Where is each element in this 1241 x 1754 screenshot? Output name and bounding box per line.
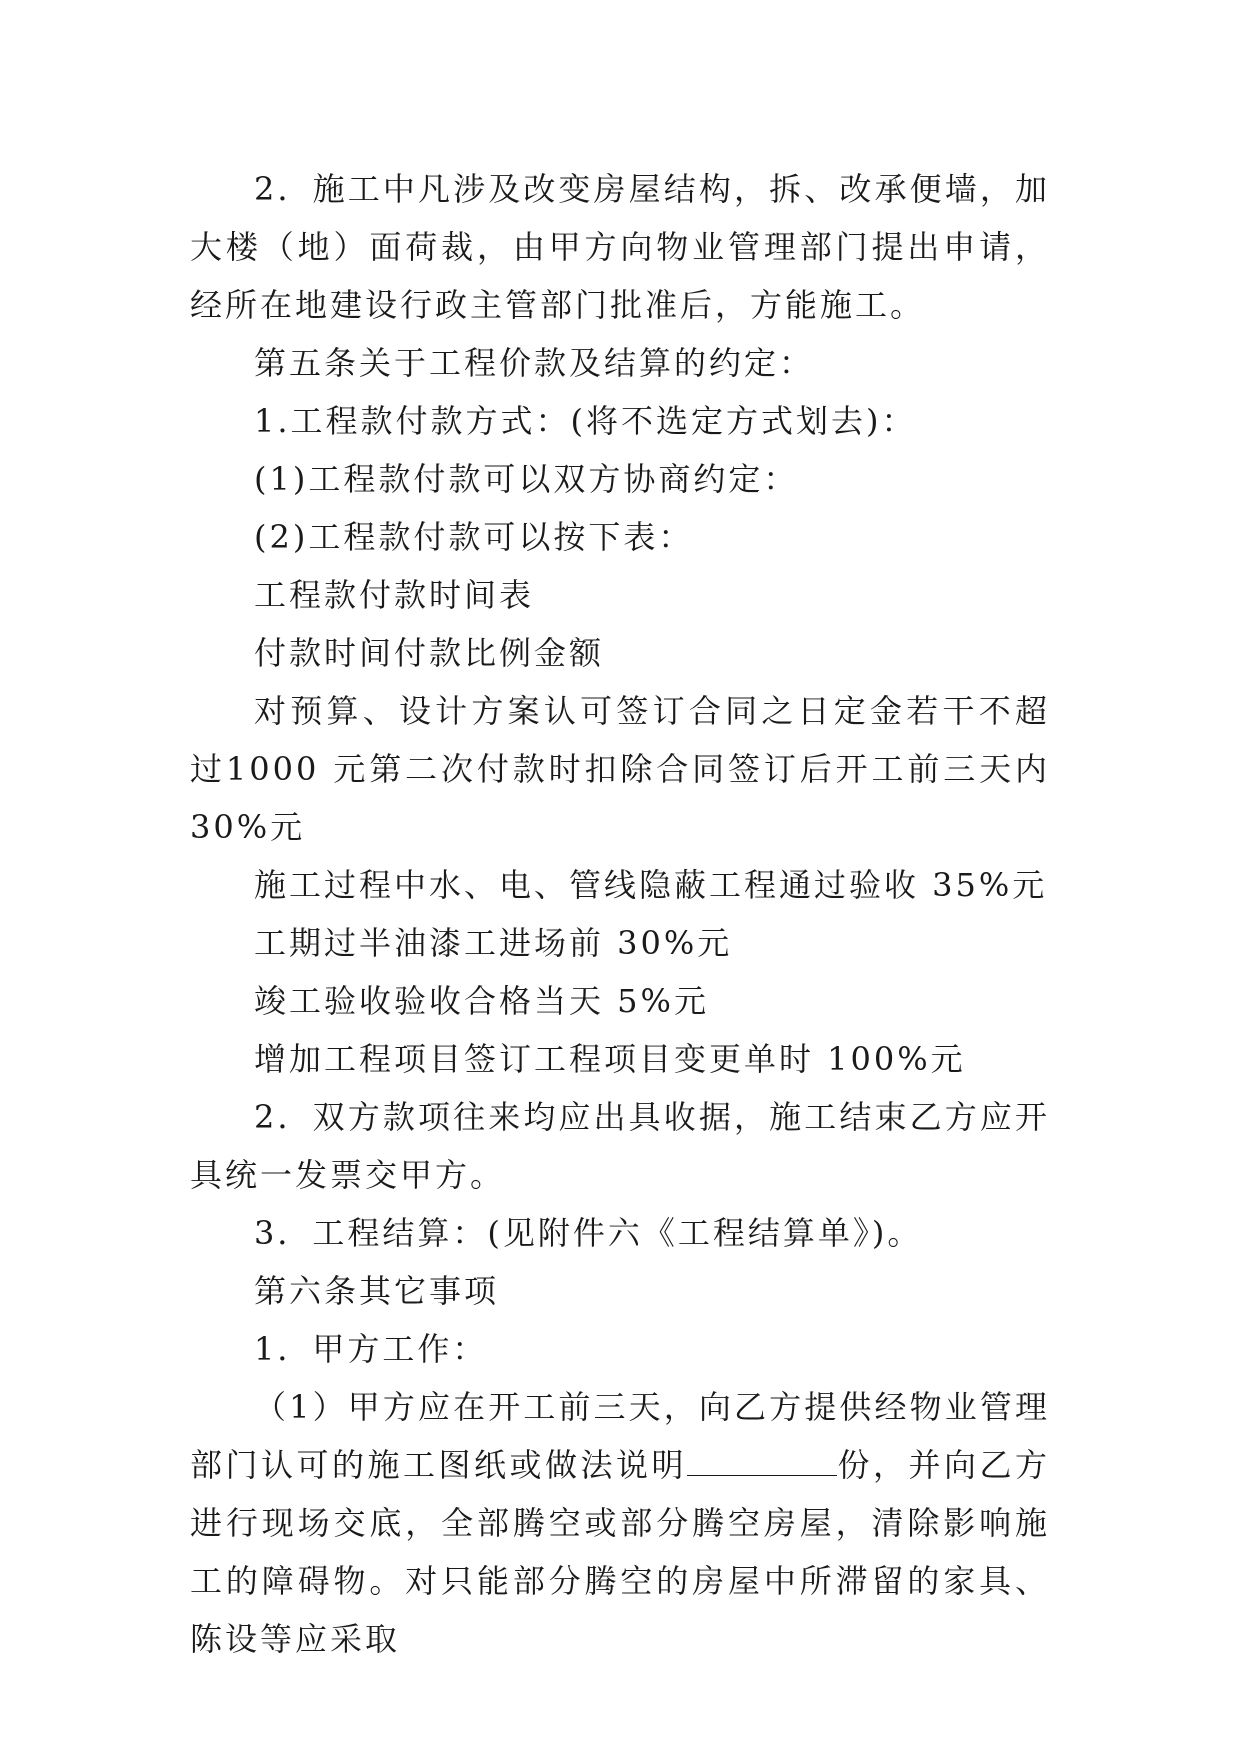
schedule-row: 增加工程项目签订工程项目变更单时 100%元 [254,1040,966,1078]
schedule-title: 工程款付款时间表 [254,576,535,614]
schedule-row: 竣工验收验收合格当天 5%元 [254,982,709,1020]
paragraph: 2．施工中凡涉及改变房屋结构，拆、改承便墙，加大楼（地）面荷裁，由甲方向物业管理部门提出申请，经所在地建设行政主管部门批准后，方能施工。 [190,170,1050,324]
paragraph: (1)工程款付款可以双方协商约定： [254,460,799,498]
schedule-header: 付款时间付款比例金额 [254,634,605,672]
schedule-row: 对预算、设计方案认可签订合同之日定金若干不超过1000 元第二次付款时扣除合同签订后开工前三天内 30%元 [190,692,1050,846]
paragraph-text-after-blank: 份，并向乙方进行现场交底，全部腾空或部分腾空房屋，清除影响施工的障碍物。对只能部分腾空的房屋中所滞留的家具、陈设等应采取 [190,1446,1050,1658]
schedule-row: 施工过程中水、电、管线隐蔽工程通过验收 35%元 [254,866,1048,904]
paragraph-with-blank [190,1378,1050,1668]
schedule-row: 工期过半油漆工进场前 30%元 [254,924,733,962]
paragraph: 2．双方款项往来均应出具收据，施工结束乙方应开具统一发票交甲方。 [190,1098,1050,1194]
paragraph: 1.工程款付款方式：(将不选定方式划去)： [254,402,917,440]
section-heading-article-5: 第五条关于工程价款及结算的约定： [254,344,815,382]
paragraph-text-before-blank: （1）甲方应在开工前三天，向乙方提供经物业管理部门认可的施工图纸或做法说明 [190,1388,1050,1484]
document-body [190,160,1050,1668]
paragraph: (2)工程款付款可以按下表： [254,518,694,556]
fill-in-blank [687,1445,837,1476]
section-heading-article-6: 第六条其它事项 [254,1272,500,1310]
paragraph: 3．工程结算：(见附件六《工程结算单》)。 [254,1214,923,1252]
paragraph: 1．甲方工作： [254,1330,488,1368]
